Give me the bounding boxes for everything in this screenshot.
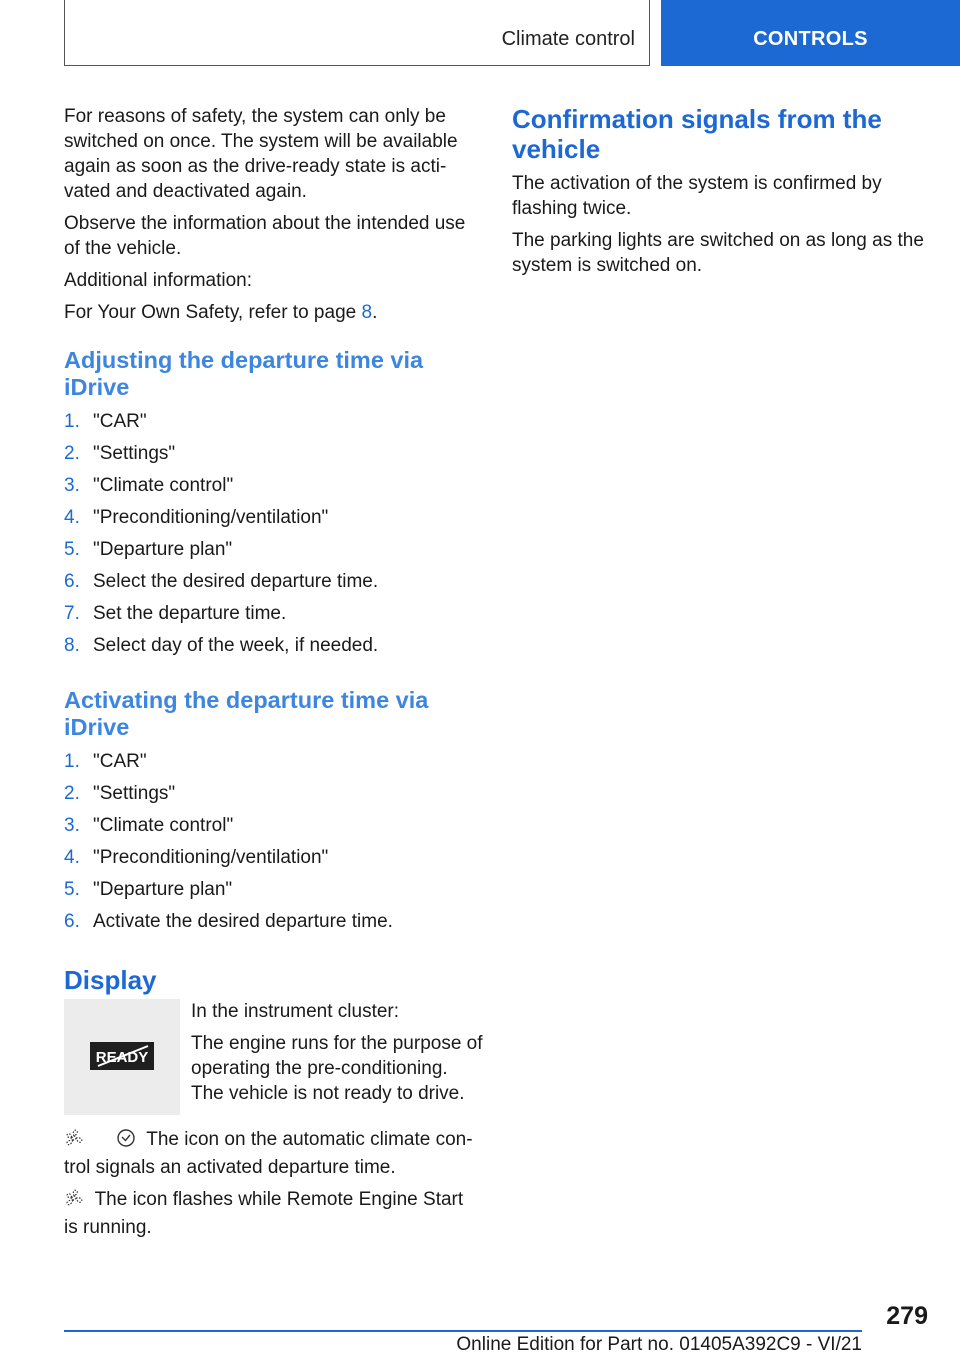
list-item <box>64 633 480 665</box>
step-number: 2. <box>64 783 80 804</box>
list-item <box>64 601 480 633</box>
adjust-departure-heading: Adjusting the departure time via iDrive <box>64 347 424 400</box>
step-text: "Preconditioning/ventilation" <box>93 847 329 868</box>
step-number: 1. <box>64 411 80 432</box>
list-item <box>64 473 480 505</box>
step-text: "CAR" <box>93 751 147 772</box>
left-column <box>64 104 483 1247</box>
step-text: Activate the desired departure time. <box>93 911 393 932</box>
list-item <box>64 845 480 877</box>
icon-flash-paragraph <box>64 1187 480 1240</box>
step-text: "Preconditioning/ventilation" <box>93 507 329 528</box>
clock-icon <box>116 1128 136 1155</box>
footer-divider <box>64 1330 862 1332</box>
step-number: 4. <box>64 507 80 528</box>
step-number: 4. <box>64 847 80 868</box>
step-number: 6. <box>64 911 80 932</box>
icon-flash-text: The icon flashes while Remote Engine Start is running. <box>64 1189 464 1238</box>
step-number: 1. <box>64 751 80 772</box>
display-heading: Display <box>64 965 157 995</box>
step-text: "Departure plan" <box>93 539 233 560</box>
list-item <box>64 749 480 781</box>
safety-reference-text: For Your Own Safety, refer to page <box>64 302 362 323</box>
step-text: Set the departure time. <box>93 603 287 624</box>
list-item <box>64 813 480 845</box>
instrument-cluster-label: In the instrument cluster: <box>191 1001 400 1022</box>
header-section-title: Climate control <box>501 28 635 50</box>
activation-confirmed-paragraph: The activation of the system is confirmed by flashing twice. <box>512 173 882 219</box>
step-number: 8. <box>64 635 80 656</box>
intended-use-paragraph: Observe the information about the intended use of the vehicle. <box>64 213 466 259</box>
additional-info-label: Additional information: <box>64 270 252 291</box>
page-reference-link[interactable]: 8 <box>361 302 373 323</box>
step-number: 2. <box>64 443 80 464</box>
step-number: 3. <box>64 815 80 836</box>
step-text: Select the desired departure time. <box>93 571 379 592</box>
list-item <box>64 781 480 813</box>
step-text: "CAR" <box>93 411 147 432</box>
step-text: "Climate control" <box>93 815 234 836</box>
step-text: "Departure plan" <box>93 879 233 900</box>
header-section-box <box>64 0 650 66</box>
header-chapter-tab <box>661 0 960 66</box>
step-number: 5. <box>64 539 80 560</box>
confirmation-signals-heading: Confirmation signals from the vehicle <box>512 104 882 164</box>
fan-icon <box>64 1128 84 1155</box>
step-number: 6. <box>64 571 80 592</box>
list-item <box>64 569 480 601</box>
page-number: 279 <box>886 1302 928 1330</box>
display-description <box>191 999 483 1113</box>
step-text: Select day of the week, if needed. <box>93 635 379 656</box>
list-item <box>64 537 480 569</box>
list-item <box>64 441 480 473</box>
step-text: "Settings" <box>93 443 176 464</box>
adjust-steps-list <box>64 409 480 665</box>
engine-runs-paragraph: The engine runs for the purpose of operating the pre-conditioning. The vehicle is not ready to drive. <box>191 1033 483 1104</box>
step-number: 5. <box>64 879 80 900</box>
step-number: 3. <box>64 475 80 496</box>
safety-paragraph: For reasons of safety, the system can only be switched on once. The system will be available again as soon as the drive-ready state is acti-vated and deactivated again. <box>64 106 458 202</box>
safety-reference-paragraph <box>64 300 480 325</box>
ready-icon <box>90 1042 154 1070</box>
safety-reference-suffix: . <box>372 302 378 323</box>
ready-icon-label: READY <box>95 1049 149 1066</box>
activate-steps-list <box>64 749 480 941</box>
fan-icon <box>64 1188 84 1215</box>
icon-signal-text: The icon on the automatic climate con-trol signals an activated departure time. <box>64 1129 473 1178</box>
icon-signal-paragraph <box>64 1127 480 1180</box>
display-block <box>64 999 483 1117</box>
activate-departure-heading: Activating the departure time via iDrive <box>64 687 429 740</box>
step-text: "Settings" <box>93 783 176 804</box>
header-chapter-label: CONTROLS <box>753 28 868 50</box>
list-item <box>64 505 480 537</box>
footer-edition-text: Online Edition for Part no. 01405A392C9 - VI/21 <box>456 1334 862 1355</box>
list-item <box>64 909 480 941</box>
list-item <box>64 409 480 441</box>
step-text: "Climate control" <box>93 475 234 496</box>
right-column <box>512 104 932 285</box>
parking-lights-paragraph: The parking lights are switched on as long as the system is switched on. <box>512 230 924 276</box>
ready-indicator-image <box>64 999 180 1115</box>
step-number: 7. <box>64 603 80 624</box>
list-item <box>64 877 480 909</box>
